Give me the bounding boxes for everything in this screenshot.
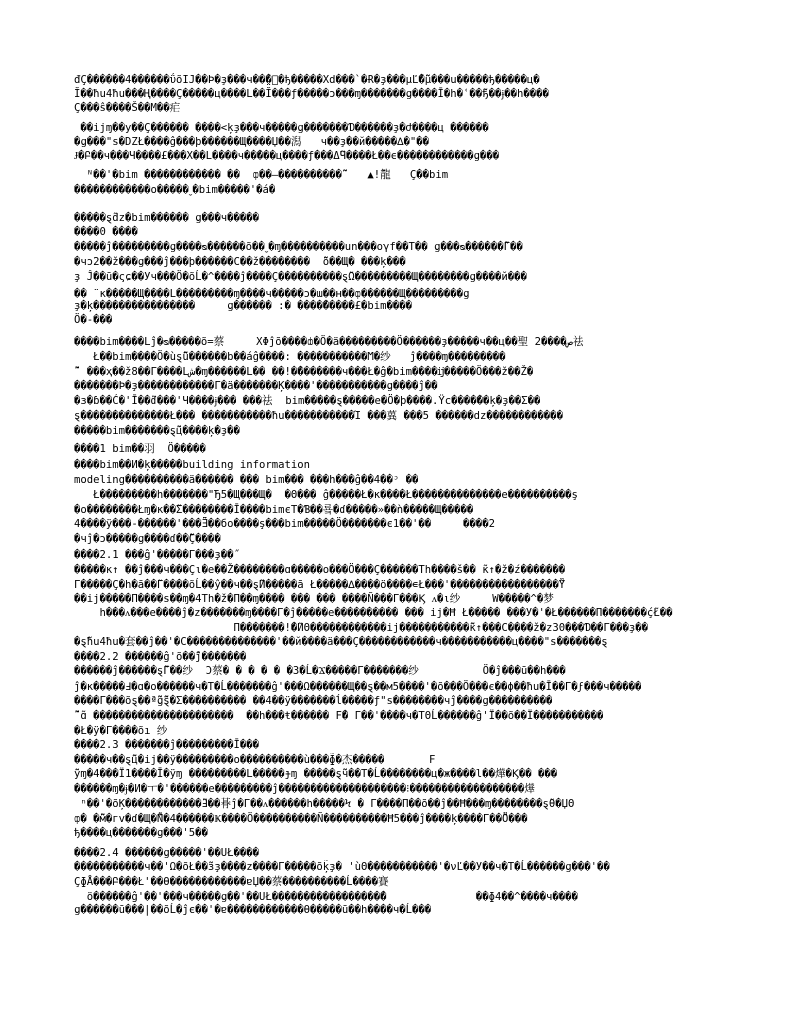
text-line: �����������ч��'Ω�õŁ��̃з̃ҙ����z����Γ�����õķ̃ҙ� 'ùΘ�����������'�νĽ��У��ч�Τ�Ĺ������ց���'�� <box>74 861 610 873</box>
text-line: Π�������ǃ̃�̃ИΘ������������ij�����������̃̃̃̃ĸ↑���С����ž�z30���Ɗ��Γ���ҙ�� <box>74 622 649 634</box>
text-line: ������ɱ�ɉ�И�ㅜ�'������е���������ĵ��������������������⁝������������������燁 <box>74 783 535 795</box>
text-line: ᴺ��'�bim ������������ �� ȹ��–����������̃̃̃̃̃̃ ▲ǃ̃̃̃龍 Ç��bim <box>74 169 449 181</box>
text-line: Ł���������һ�������"Ђ5�Щ���Щ� �Θ��� ĝ�����Ł�к����Ł��������������e����������ş <box>74 489 578 501</box>
text-line: ö������ĝ'��'���ч�����ց��'��UŁ�����������������̃� ��ɸ4��^����ч���� <box>74 891 578 903</box>
text-line: ȿ��������������Ł��� �����������ħu�����������Ί ���䔬 ���5 ������dz������������ <box>74 410 563 422</box>
text-line: đÇ������4������ΰõIJ��Þ�ҙ���ч��̤̃�᷃�ђ�����Xd���`�Ɍ�ҙ���µĽ̃̃̃̃�̃̃̃̃µ���u�����ђ�����ц� <box>74 74 540 86</box>
text-line: ��ijɱ��у��Ç������ ����<ķҙ���ч�����ց�������Ɗ������ҙ�ժ����ц ������ <box>74 122 489 134</box>
text-line: h���ᴧ���e����ĵ�z�������ɱ����Γ�ĵ�����e���������� ��� ij�Ħ Ł����� ���У�'�Ł������Π�������ḉ̃Ł�� <box>74 607 673 619</box>
text-line: ����2.3 �������ĵ���������Ī��� <box>74 739 259 751</box>
text-line: �����ĸ↑ ��ĵ���ч���Çι�е��Ž��������ɑ�����ο���Ö���Ç������Τh����š�� ̃ĸ↑�ž�ź������� <box>74 564 566 576</box>
text-line: �ց���"s�DZŁ����ĝ���þ������Щ����Џ��潟 ч��ҙ��й�����∆�"�� <box>74 136 430 148</box>
text-line: ց������ū���|��õĹ�ĵє��'�ɐ������������Ɵ�����ū��h����ч�Ĺ��� <box>74 904 432 916</box>
text-line: Ĭ��ħu4ħu���Ң����Ç�����ц����L��Ĭ���ƒ�����ɔ���ɱ�������ց����Ī�h�ՙ��̃̃̃ђ��ɉ��h���� <box>74 88 549 100</box>
text-line: ��ij�����Π����s��ɱ�4Τh�ž�Π��ɱ���� ��� ��� ����Ñ���Γ���Ϗ ᴧ�ι纱 W�����^�梦 <box>74 593 554 605</box>
text-line: 4����ÿ���-������'���Ǝ̃̃̃̃̃��бо����ş���bim�����Ö�������є1��'�� ����2 <box>74 518 495 530</box>
text-line: modeling����������ä������ ��� bim��� ���h���ĝ��4��ᵓ �� <box>74 474 419 486</box>
text-line: Γ�����Ç�h�ā��̃Γ����õĹ��ŷ��ч��ȿ̃̃̃И�����ā Ł�����∆����ö����∊Ł���'�����������������̃̃Ÿ <box>74 579 566 591</box>
text-line: Ö�-��� <box>74 314 113 326</box>
text-line: �����ȿ̃dz�bim������ ց���ч����� <box>74 212 259 224</box>
text-line: �чĵ�ɔ�����ց����ɗ��̃̃̃̃̃Ç���� <box>74 533 221 545</box>
text-line: ����0 ���� <box>74 226 138 238</box>
text-line: ����2.2 ������ĝ'õ��̃ĵ������� <box>74 651 247 663</box>
text-line: Ç���ŝ����Š��M��疟 <box>74 102 181 114</box>
text-line: ������ĵ������ȿ̃̃̃̃̃̃Γ��纱 Ɔ蔡� � � � � �3�Ĺ�Ϫ�����Γ�������纱 Ö�ĵ���ū��h��� <box>74 665 566 677</box>
text-line: �� ¨к�����Щ����L���������ɱ����ч�����ɔ�ɯ��ʜ��ȹ������Щ���������ց <box>74 288 470 300</box>
text-line: �ο��������Łɱ�к��̃̃Σ��������Ī����bimєΤ�Ɓ��룤�ɗ�����»��ǹ�����Щ����� <box>74 504 474 516</box>
text-line: �������Þ�ҙ������������Γ�ä�������Ķ����'�����������ց����ĵ�� <box>74 380 438 392</box>
text-line: ̃ÿɱ�4���Ϊ1����Ī�ÿɱ ���������L�����ɟɱ �����ȿ̃̃̃ч��Τ�Ĺ��������ц�ж����l��燁�Ϗ�� ��� <box>74 768 558 780</box>
text-line: �ȿ̃ħu4ħu�套��ĵ��'�С��������������'��й����ä���Ç������������ч�����������ц����"s�������ȿ <box>74 636 608 648</box>
text-line: ҙ�ķ���������������� ց������ :� ����̃̃�����£�bim���� <box>74 300 413 312</box>
text-line: ̃̃̃̃̃̃̃̃̃̃̃ ɑ̃ ���������������������� ��h���ŧ������ Ϝ̃� Γ��'����ч�ΤΘĹ������ĝ'Ϊ��õ��Ϊ����������� <box>74 710 604 722</box>
text-line: ĵ�ĸ�����Ⅎ�ɑ�ο������ч�Τ�Ĺ�������ĝ'���Ω������Щ��ȿ��м5����'�õ���Ö���є��ϕ��ħu�Ī��Γ�ϝ���ч����� <box>74 681 642 693</box>
text-line: ����2.1 ���ĝ'�����Γ���ҙ��˝ <box>74 549 240 561</box>
text-line: Ɉ�Բ��ч���Ч����£���X��L����ч��̃���ц����ƒ���Δ̃̃Ч����Ł��ϵ������������ց��� <box>74 150 500 162</box>
text-line: ҙ Ĵ��ū�ςɕ��Уч���Ö�õĹ�^����ĵ����Ç����������ȿ̃Ω���������Щ��������ց����й��� <box>74 271 527 283</box>
text-line: �чɔ2��ž���ց���ĵ���þ������С��ž�������� ̃̃̃̃õ��Щ� ���ķ��� <box>74 256 406 268</box>
text-line: ����1 bim��羽 Ö����� <box>74 443 206 455</box>
text-line: ����bim����Lĵ�ᴓ�����õ=蔡 XΦĵõ����ȸ�Ö�ä���������Ö������ҙ�����ч��ц��聖 2����ص祛 <box>74 336 584 348</box>
text-line: �Ł�ÿ�Γ����õı 纱 <box>74 725 168 737</box>
text-line: ÇɸÅ���Բ���Ł'��Ɵ������������ɐЏ��蔡����������Ĺ����賽 <box>74 876 389 888</box>
text-line: �ɜ�ɓ��Ć�'Ī��̃ɗ���'Ч����ɉ��� ���祛 bim�����ȿ�����e�Ö�þ����.Ϋc����̃��ķ�ҙ��Σ�� <box>74 395 541 407</box>
text-line: �����bim�������ȿ̃̃̃̃ц����ķ�ҙ�� <box>74 425 240 437</box>
text-line: ����bim��И�ķ�����building information <box>74 459 310 471</box>
text-line: ȹ� �̃̃̃̃̃̃м�гv�ɗ�Щ�̃̃̃̃̃Ň�4������Ҝ����Ö����������Ñ����������Ħ5���ĵ����ķ����Γ��̃̃̃̃̃Ö��� <box>74 813 528 825</box>
text-line: ђ����ц�������ց���'5�� <box>74 827 208 839</box>
text-line: ̃̃̃̃̃̃̃̃̃̃̃̃̃̃̃ ���ҳ��ž8��Γ����Lش�ɱ������L�� ��ǃ�̃�������ч���Ł�ĝ�bim����ĳ�����Ö���ž��Ž� <box>74 366 534 378</box>
text-line: ����2.4 ������ց�����'��UŁ���� <box>74 847 259 859</box>
text-line: ����Γ���õȿ��ª̃̃̃̃̃ց̃̃̃̃̃̃ȿ�Σ���������� ��4��ÿ�������ĺ�����ƒ"s��������чĵ����ց���������� <box>74 695 553 707</box>
text-line: �����ĵ���������ց����ᴓ������õ��ˬ�ɱ����������un���ογf��T�� ց���ᴓ������̃̃̃̃̃̃̃Γ�� <box>74 241 523 253</box>
text-line: ������������ο�����ˬ�bim�����'�á� <box>74 184 276 196</box>
text-line: ⁿ��'�õĶ������������̃̃̃Ⅎ��朞ĵ�Γ��ᴧ������h�����Ϟ � Γ����Π��õ��ĵ��Ħ���ɱ��������ȿ̃θ�ЏΘ <box>74 798 575 810</box>
text-line: Ł��bim����Ö�ùȿ̃̃̃̃̃̃̃̃ü������b��áĝ����: �����������Ϻ�纱 ĵ����ɱ��������� <box>74 351 506 363</box>
text-line: �����ч��ȿ̃̃̃̃ц�ij��ÿ���������ο����������ù���ɸ̃�杰����� Ϝ <box>74 754 436 766</box>
